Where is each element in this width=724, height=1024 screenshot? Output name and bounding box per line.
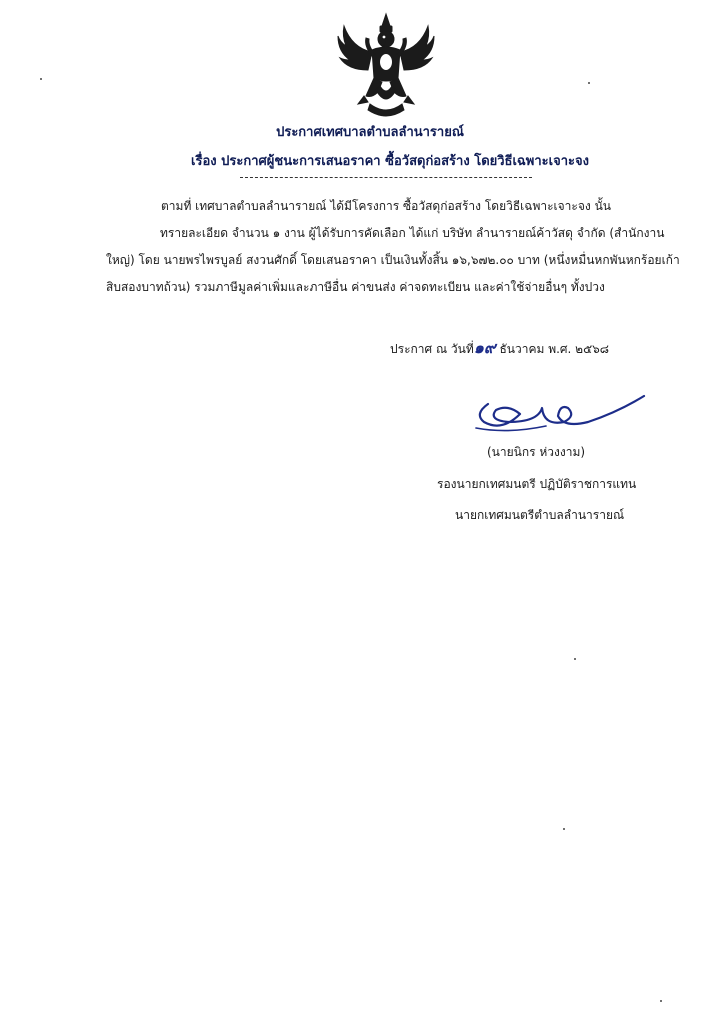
signatory-role: รองนายกเทศมนตรี ปฏิบัติราชการแทน	[437, 477, 637, 491]
scan-speck	[588, 82, 590, 84]
date-month-year: ธันวาคม พ.ศ. ๒๕๖๘	[495, 342, 610, 356]
date-prefix: ประกาศ ณ วันที่	[390, 342, 474, 356]
body-paragraph-line-2: ทรายละเอียด จำนวน ๑ งาน ผู้ได้รับการคัดเลือก ได้แก่ บริษัท ลำนารายณ์ค้าวัสดุ จำกัด (สำนักงาน	[160, 226, 665, 240]
scan-speck	[574, 658, 576, 660]
body-paragraph-line-4: สิบสองบาทถ้วน) รวมภาษีมูลค่าเพิ่มและภาษีอื่น ค่าขนส่ง ค่าจดทะเบียน และค่าใช้จ่ายอื่นๆ ทั้งปวง	[106, 280, 605, 294]
announcement-title: ประกาศเทศบาลตำบลลำนารายณ์	[276, 125, 464, 140]
announcement-subject: เรื่อง ประกาศผู้ชนะการเสนอราคา ซื้อวัสดุก่อสร้าง โดยวิธีเฉพาะเจาะจง	[191, 154, 589, 169]
announcement-date	[390, 336, 609, 361]
garuda-emblem-icon	[334, 12, 438, 122]
scan-speck	[660, 1000, 662, 1002]
body-paragraph-line-3: ใหญ่) โดย นายพรไพรบูลย์ สงวนศักดิ์ โดยเสนอราคา เป็นเงินทั้งสิ้น ๑๖,๖๗๒.๐๐ บาท (หนึ่งหมื่นหกพันหกร้อยเก้า	[106, 253, 680, 267]
body-paragraph-line-1: ตามที่ เทศบาลตำบลลำนารายณ์ ได้มีโครงการ ซื้อวัสดุก่อสร้าง โดยวิธีเฉพาะเจาะจง นั้น	[161, 199, 611, 213]
scan-speck	[40, 78, 42, 80]
dashed-divider	[240, 177, 532, 178]
handwritten-day: ๑๙	[473, 338, 496, 357]
handwritten-signature	[468, 392, 648, 440]
scan-speck	[563, 828, 565, 830]
signatory-name: (นายนิกร ห่วงงาม)	[487, 445, 586, 459]
signatory-organization: นายกเทศมนตรีตำบลลำนารายณ์	[455, 508, 625, 522]
